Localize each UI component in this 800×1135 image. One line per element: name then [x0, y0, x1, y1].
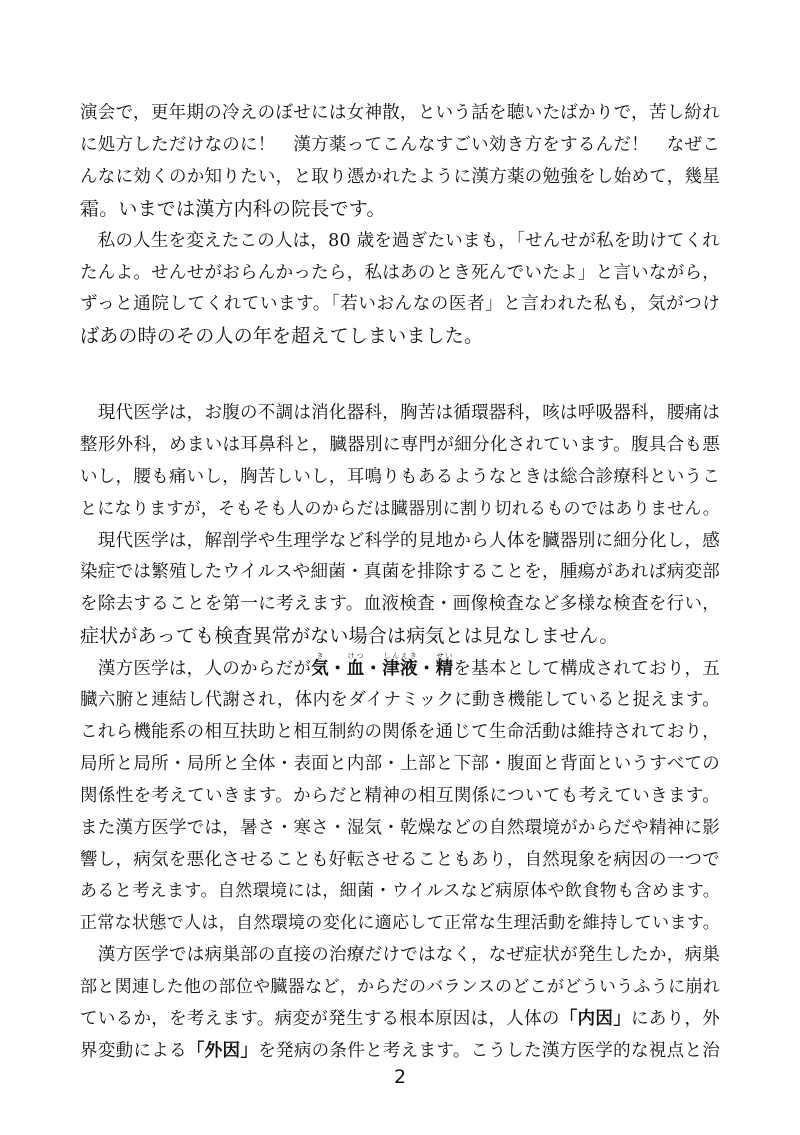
body-line: 現代医学は，お腹の不調は消化器科，胸苦は循環器科，咳は呼吸器科，腰痛は: [80, 403, 720, 423]
term-ketsu: 血けつ: [346, 652, 365, 679]
body-line: 現代医学は，解剖学や生理学など科学的見地から人体を臓器別に細分化し，感: [80, 531, 720, 551]
body-line: 整形外科，めまいは耳鼻科と，臓器別に専門が細分化されています。腹具合も悪: [80, 435, 720, 455]
body-line: 正常な状態で人は，自然環境の変化に適応して正常な生理活動を維持しています。: [80, 913, 720, 933]
body-line: 部と関連した他の部位や臓器など，からだのバランスのどこがどういうふうに崩れ: [80, 977, 720, 997]
body-line: これら機能系の相互扶助と相互制約の関係を通じて生命活動は維持されており，: [80, 722, 720, 742]
body-line: 臓六腑と連結し代謝され，体内をダイナミックに動き機能していると捉えます。: [80, 690, 720, 710]
body-line: を除去することを第一に考えます。血液検査・画像検査など多様な検査を行い，: [80, 594, 720, 614]
naiin-line: ているか，を考えます。病変が発生する根本原因は，人体の「内因」にあり，外: [80, 1009, 720, 1029]
body-line: 症状があっても検査異常がない場合は病気とは見なしません。: [80, 625, 619, 647]
page-number: 2: [393, 1066, 407, 1088]
body-line: 局所と局所・局所と全体・表面と内部・上部と下部・腹面と背面というすべての: [80, 754, 720, 774]
body-line: とになりますが，そもそも人のからだは臓器別に割り切れるものではありません。: [80, 499, 720, 519]
body-line: ばあの時のその人の年を超えてしまいました。: [80, 325, 484, 347]
term-gaiin: 「外因」: [186, 1041, 259, 1061]
term-shineki: 津液しんえき: [382, 652, 418, 679]
body-line: あると考えます。自然環境には，細菌・ウイルスなど病原体や飲食物も含めます。: [80, 881, 720, 901]
term-sei: 精せい: [435, 652, 454, 679]
body-line: に処方しただけなのに！ 漢方薬ってこんなすごい効き方をするんだ！ なぜこ: [80, 135, 720, 155]
body-line: 染症では繁殖したウイルスや細菌・真菌を排除することを，腫瘍があれば病変部: [80, 562, 720, 582]
gaiin-line: 界変動による「外因」を発病の条件と考えます。こうした漢方医学的な視点と治: [80, 1041, 720, 1061]
body-line: ずっと通院してくれています。「若いおんなの医者」と言われた私も，気がつけ: [80, 294, 720, 314]
body-line: また漢方医学では，暑さ・寒さ・湿気・乾燥などの自然環境がからだや精神に影: [80, 818, 720, 838]
term-ki: 気き: [311, 652, 329, 679]
kanpo-elements-line: 漢方医学は，人のからだが気き・血けつ・津液しんえき・精せいを基本として構成されており，五: [80, 652, 720, 679]
term-naiin: 「内因」: [559, 1009, 632, 1029]
body-line: 漢方医学では病巣部の直接の治療だけではなく，なぜ症状が発生したか，病巣: [80, 945, 720, 965]
body-line: んなに効くのか知りたい，と取り憑かれたように漢方薬の勉強をし始めて，幾星: [80, 167, 720, 187]
body-line: 響し，病気を悪化させることも好転させることもあり，自然現象を病因の一つで: [80, 850, 720, 870]
body-line: 私の人生を変えたこの人は，80 歳を過ぎたいまも，「せんせが私を助けてくれ: [80, 231, 720, 251]
body-line: 関係性を考えていきます。からだと精神の相互関係についても考えていきます。: [80, 786, 720, 806]
body-line: 演会で，更年期の冷えのぼせには女神散，という話を聴いたばかりで，苦し紛れ: [80, 103, 720, 123]
body-line: いし，腰も痛いし，胸苦しいし，耳鳴りもあるようなときは総合診療科というこ: [80, 467, 720, 487]
body-line: たんよ。せんせがおらんかったら，私はあのとき死んでいたよ」と言いながら，: [80, 263, 720, 283]
body-line: 霜。いまでは漢方内科の院長です。: [80, 198, 386, 220]
